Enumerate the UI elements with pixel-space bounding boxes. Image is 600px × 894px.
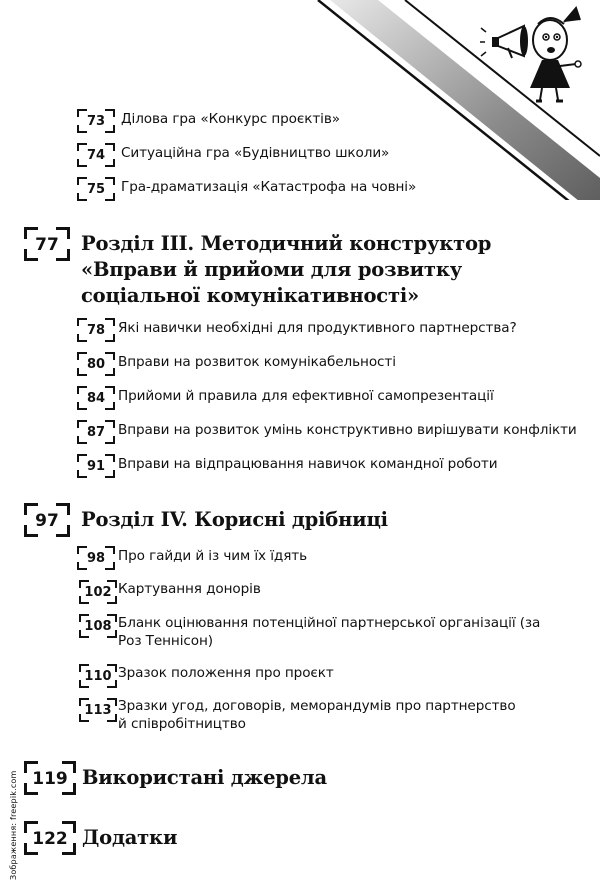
girl-with-megaphone-icon — [480, 4, 590, 104]
page-number-97: 97 — [24, 503, 70, 537]
page-number-122: 122 — [24, 821, 76, 855]
section4-title: Розділ ІV. Корисні дрібниці — [81, 508, 388, 531]
section3-title-line2: «Вправи й прийоми для розвитку — [81, 258, 462, 281]
appendix-title: Додатки — [82, 826, 178, 849]
section3-title-line3: соціальної комунікативності» — [81, 284, 420, 307]
page-number-113: 113 — [79, 698, 117, 722]
toc-entry-84: Прийоми й правила для ефективної самопрезентації — [118, 388, 494, 404]
toc-entry-78: Які навички необхідні для продуктивного партнерства? — [118, 320, 517, 336]
toc-entry-73: Ділова гра «Конкурс проєктів» — [121, 111, 340, 127]
page-number-110: 110 — [79, 664, 117, 688]
page-number-77: 77 — [24, 227, 70, 261]
page-number-75: 75 — [77, 177, 115, 201]
sources-title: Використані джерела — [82, 766, 327, 789]
toc-entry-110: Зразок положення про проєкт — [118, 665, 334, 681]
page-number-119: 119 — [24, 761, 76, 795]
toc-entry-91: Вправи на відпрацювання навичок командної роботи — [118, 456, 498, 472]
toc-entry-102: Картування донорів — [118, 581, 261, 597]
page-number-102: 102 — [79, 580, 117, 604]
page-number-98: 98 — [77, 546, 115, 570]
toc-entry-74: Ситуаційна гра «Будівництво школи» — [121, 145, 390, 161]
toc-entry-98: Про гайди й із чим їх їдять — [118, 548, 307, 564]
page-number-73: 73 — [77, 109, 115, 133]
image-credit: Зображення: freepik.com — [9, 770, 18, 880]
toc-entry-108-line2: Роз Теннісон) — [118, 633, 213, 649]
toc-entry-113-line1: Зразки угод, договорів, меморандумів про партнерство — [118, 698, 516, 714]
toc-entry-75: Гра-драматизація «Катастрофа на човні» — [121, 179, 417, 195]
section3-title-line1: Розділ ІІІ. Методичний конструктор — [81, 232, 492, 255]
page-number-80: 80 — [77, 352, 115, 376]
page-number-108: 108 — [79, 614, 117, 638]
page-number-91: 91 — [77, 454, 115, 478]
page-number-84: 84 — [77, 386, 115, 410]
toc-entry-87: Вправи на розвиток умінь конструктивно вирішувати конфлікти — [118, 422, 577, 438]
page-number-74: 74 — [77, 143, 115, 167]
page-number-78: 78 — [77, 318, 115, 342]
toc-entry-80: Вправи на розвиток комунікабельності — [118, 354, 396, 370]
toc-entry-108-line1: Бланк оцінювання потенційної партнерської організації (за — [118, 615, 541, 631]
toc-entry-113-line2: й співробітництво — [118, 716, 246, 732]
page-number-87: 87 — [77, 420, 115, 444]
